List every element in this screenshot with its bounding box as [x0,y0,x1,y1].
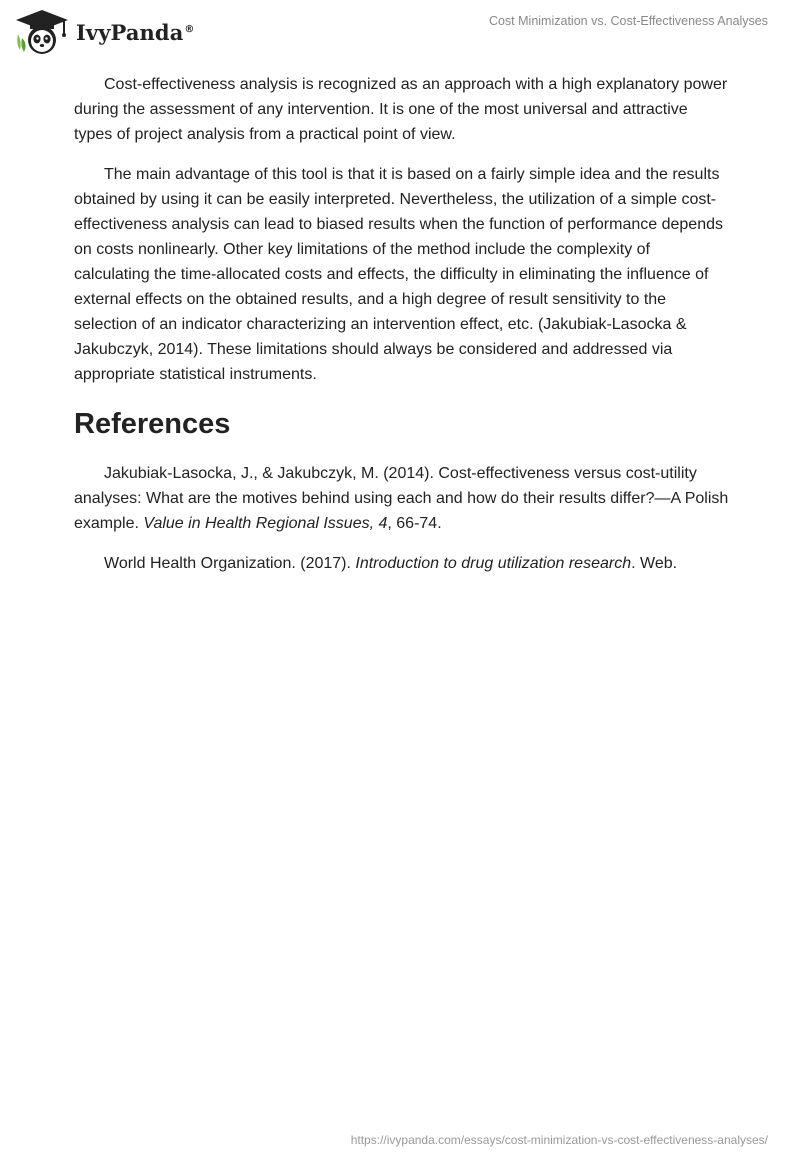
reference-text: Jakubiak-Lasocka, J., & Jakubczyk, M. (2014). Cost-effectiveness versus cost-utility analyses: What are the motives behind using each and how do their results differ?—A Polish example. [74,465,729,532]
ivypanda-logo[interactable] [14,8,195,56]
reference-text: . Web. [631,555,678,572]
reference-entry [74,551,730,576]
reference-entry [74,461,730,536]
page-header [0,0,800,60]
reference-text: , 66-74. [387,515,442,532]
references-heading: References [74,408,231,440]
running-title: Cost Minimization vs. Cost-Effectiveness Analyses [488,14,768,28]
body-paragraph: Cost-effectiveness analysis is recognized as an approach with a high explanatory power during the assessment of any intervention. It is one of the most universal and attractive types of project analysis from a practical point of view. [74,76,728,143]
body-paragraph: The main advantage of this tool is that it is based on a fairly simple idea and the results obtained by using it can be easily interpreted. Nevertheless, the utilization of a simple cost-effectiveness analysis can lead to biased results when the function of performance depends on costs nonlinearly. Other key limitations of the method include the complexity of calculating the time-allocated costs and effects, the difficulty in eliminating the influence of external effects on the obtained results, and a high degree of result sensitivity to the selection of an indicator characterizing an intervention effect, etc. (Jakubiak-Lasocka & Jakubczyk, 2014). These limitations should always be considered and addressed via appropriate statistical instruments. [74,166,723,383]
source-url-link[interactable]: https://ivypanda.com/essays/cost-minimization-vs-cost-effectiveness-analyses/ [350,1133,768,1147]
essay-content [74,72,730,591]
reference-source-title: Introduction to drug utilization research [355,555,632,572]
logo-wordmark: IvyPanda® [76,19,195,45]
reference-source-title: Value in Health Regional Issues, 4 [143,515,388,532]
panda-graduate-icon [14,8,70,56]
reference-text: World Health Organization. (2017). [104,555,356,572]
registered-mark: ® [184,23,195,35]
